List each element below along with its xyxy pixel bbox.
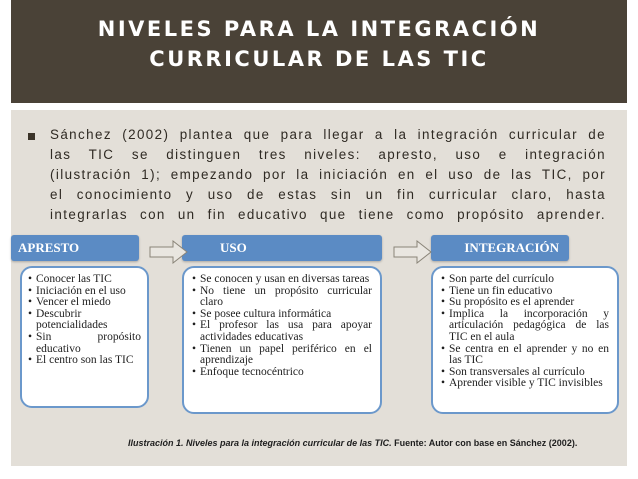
list-item: • Implica la incorporación y articulación pedagógica de las TIC en el aula (441, 309, 609, 344)
list-item: • Se centra en el aprender y no en las TIC (441, 344, 609, 367)
title-line-1: NIVELES PARA LA INTEGRACIÓN (97, 17, 541, 41)
column-heading-integracion: INTEGRACIÓN (431, 235, 569, 261)
right-arrow-icon (149, 240, 189, 264)
column-heading-uso: USO (182, 235, 382, 261)
column-box-apresto (20, 266, 149, 408)
list-item: • Se conocen y usan en diversas tareas (192, 274, 372, 286)
list-item: • Tiene un fin educativo (441, 286, 609, 298)
list-item: • Conocer las TIC (28, 274, 141, 286)
column-heading-apresto: APRESTO (11, 235, 139, 261)
caption-label: Ilustración 1. Niveles para la integración curricular de las TIC. (128, 438, 392, 448)
column-box-uso (182, 266, 382, 414)
list-item: • Sin propósito educativo (28, 332, 141, 355)
bullet-text: Sánchez (2002) plantea que para llegar a la integración curricular de las TIC se distinguen tres niveles: apresto, uso e integración (ilustración 1); empezando por la iniciación en el uso de las TIC, por el conocimiento y uso de estas sin un fin curricular claro, hasta integrarlas con un fin educativo que tiene como propósito aprender. (50, 127, 606, 222)
list-item: • El profesor las usa para apoyar actividades educativas (192, 320, 372, 343)
list-item: • Descubrir potencialidades (28, 309, 141, 332)
list-item: • Son transversales al currículo (441, 367, 609, 379)
list-item: • No tiene un propósito curricular claro (192, 286, 372, 309)
list-item: • Son parte del currículo (441, 274, 609, 286)
integracion-list (441, 274, 609, 390)
caption-source: Fuente: Autor con base en Sánchez (2002). (391, 438, 578, 448)
figure-caption (128, 437, 598, 450)
list-item: • Iniciación en el uso (28, 286, 141, 298)
list-item: • Tienen un papel periférico en el aprendizaje (192, 344, 372, 367)
list-item: • El centro son las TIC (28, 355, 141, 367)
list-item: • Enfoque tecnocéntrico (192, 367, 372, 379)
uso-list (192, 274, 372, 378)
list-item: • Vencer el miedo (28, 297, 141, 309)
list-item: • Se posee cultura informática (192, 309, 372, 321)
right-arrow-icon (393, 240, 433, 264)
slide-title (11, 14, 627, 74)
list-item: • Aprender visible y TIC invisibles (441, 378, 609, 390)
column-box-integracion (431, 266, 619, 414)
title-line-2: CURRICULAR DE LAS TIC (149, 47, 489, 71)
apresto-list (28, 274, 141, 367)
list-item: • Su propósito es el aprender (441, 297, 609, 309)
square-bullet-icon (28, 133, 35, 140)
